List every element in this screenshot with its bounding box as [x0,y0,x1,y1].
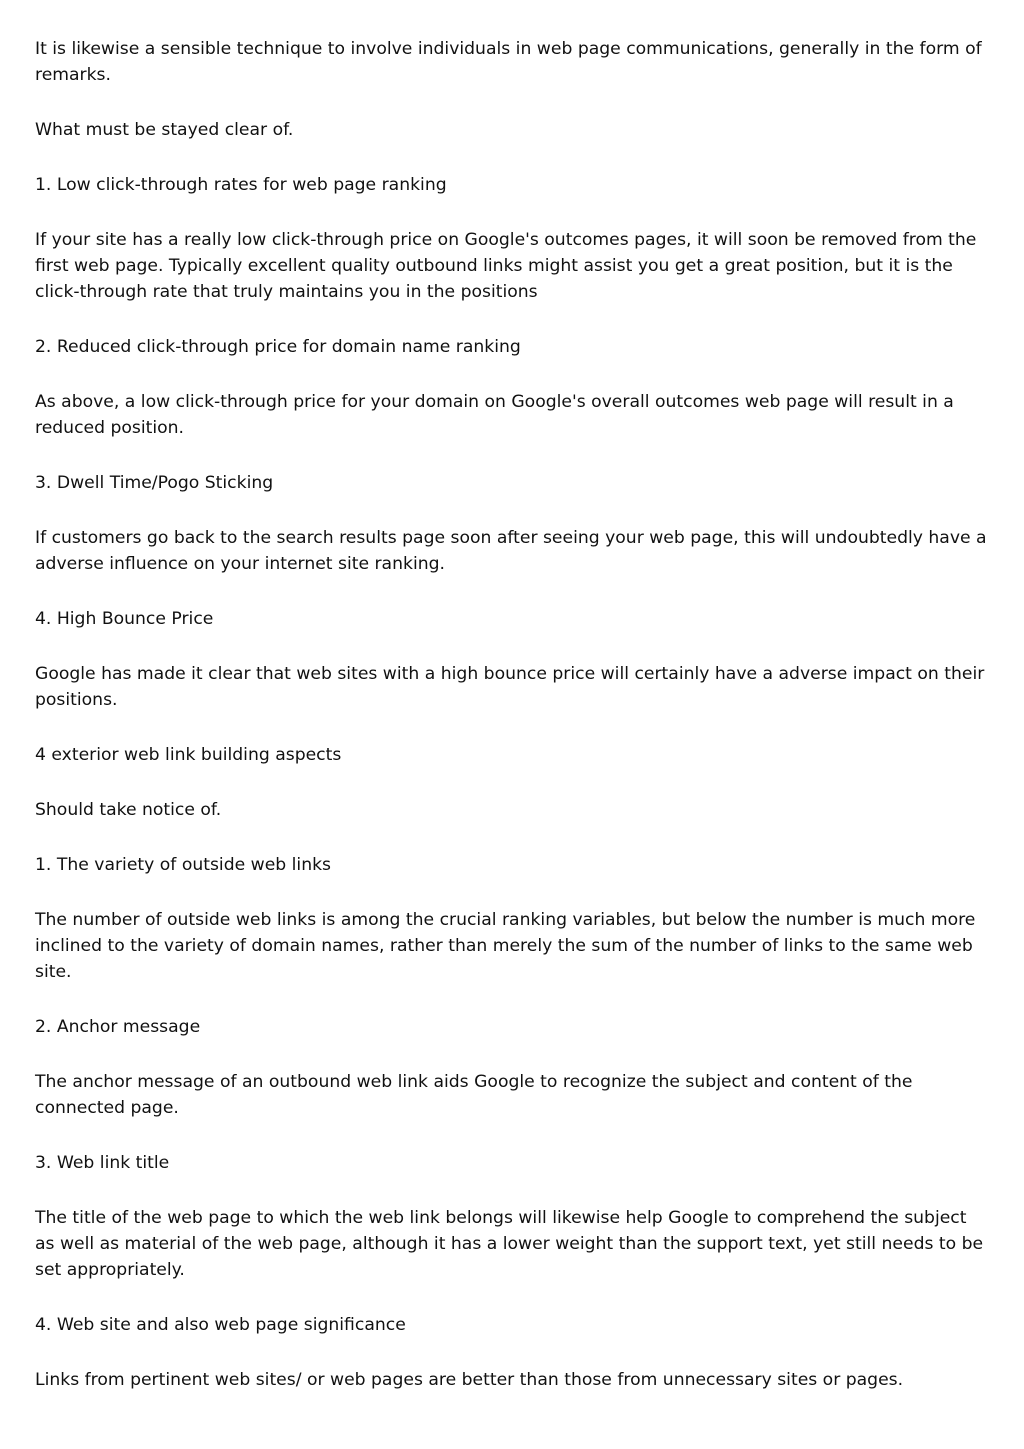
item-body-bounce: Google has made it clear that web sites with a high bounce price will certainly have a adverse impact on their positions. [35,664,985,710]
item-heading-bounce: 4. High Bounce Price [35,609,214,629]
item-body-link-title: The title of the web page to which the web link belongs will likewise help Google to comprehend the subject as well as material of the web page, although it has a lower weight than the support text, yet still needs to be set appropriately. [35,1208,984,1280]
item-heading-dwell-time: 3. Dwell Time/Pogo Sticking [35,473,274,493]
item-body-relevance: Links from pertinent web sites/ or web pages are better than those from unnecessary sites or pages. [35,1370,904,1390]
section-heading-link-building: 4 exterior web link building aspects [35,745,342,765]
section-heading-avoid: What must be stayed clear of. [35,120,294,140]
item-body-dwell-time: If customers go back to the search results page soon after seeing your web page, this will undoubtedly have a adverse influence on your internet site ranking. [35,528,987,574]
section-subheading-notice: Should take notice of. [35,800,222,820]
item-body-low-ctr-page: If your site has a really low click-through price on Google's outcomes pages, it will soon be removed from the first web page. Typically excellent quality outbound links might assist you get a great position, but it is the click-through rate that truly maintains you in the positions [35,230,977,302]
intro-paragraph: It is likewise a sensible technique to involve individuals in web page communications, generally in the form of remarks. [35,39,982,85]
item-heading-link-title: 3. Web link title [35,1153,170,1173]
item-heading-low-ctr-page: 1. Low click-through rates for web page ranking [35,175,447,195]
item-heading-link-variety: 1. The variety of outside web links [35,855,331,875]
item-heading-relevance: 4. Web site and also web page significance [35,1315,406,1335]
item-body-link-variety: The number of outside web links is among the crucial ranking variables, but below the number is much more inclined to the variety of domain names, rather than merely the sum of the number of links to the same web site. [35,910,976,982]
item-body-low-ctr-domain: As above, a low click-through price for your domain on Google's overall outcomes web page will result in a reduced position. [35,392,954,438]
item-heading-anchor: 2. Anchor message [35,1017,201,1037]
item-heading-low-ctr-domain: 2. Reduced click-through price for domain name ranking [35,337,521,357]
item-body-anchor: The anchor message of an outbound web link aids Google to recognize the subject and content of the connected page. [35,1072,913,1118]
